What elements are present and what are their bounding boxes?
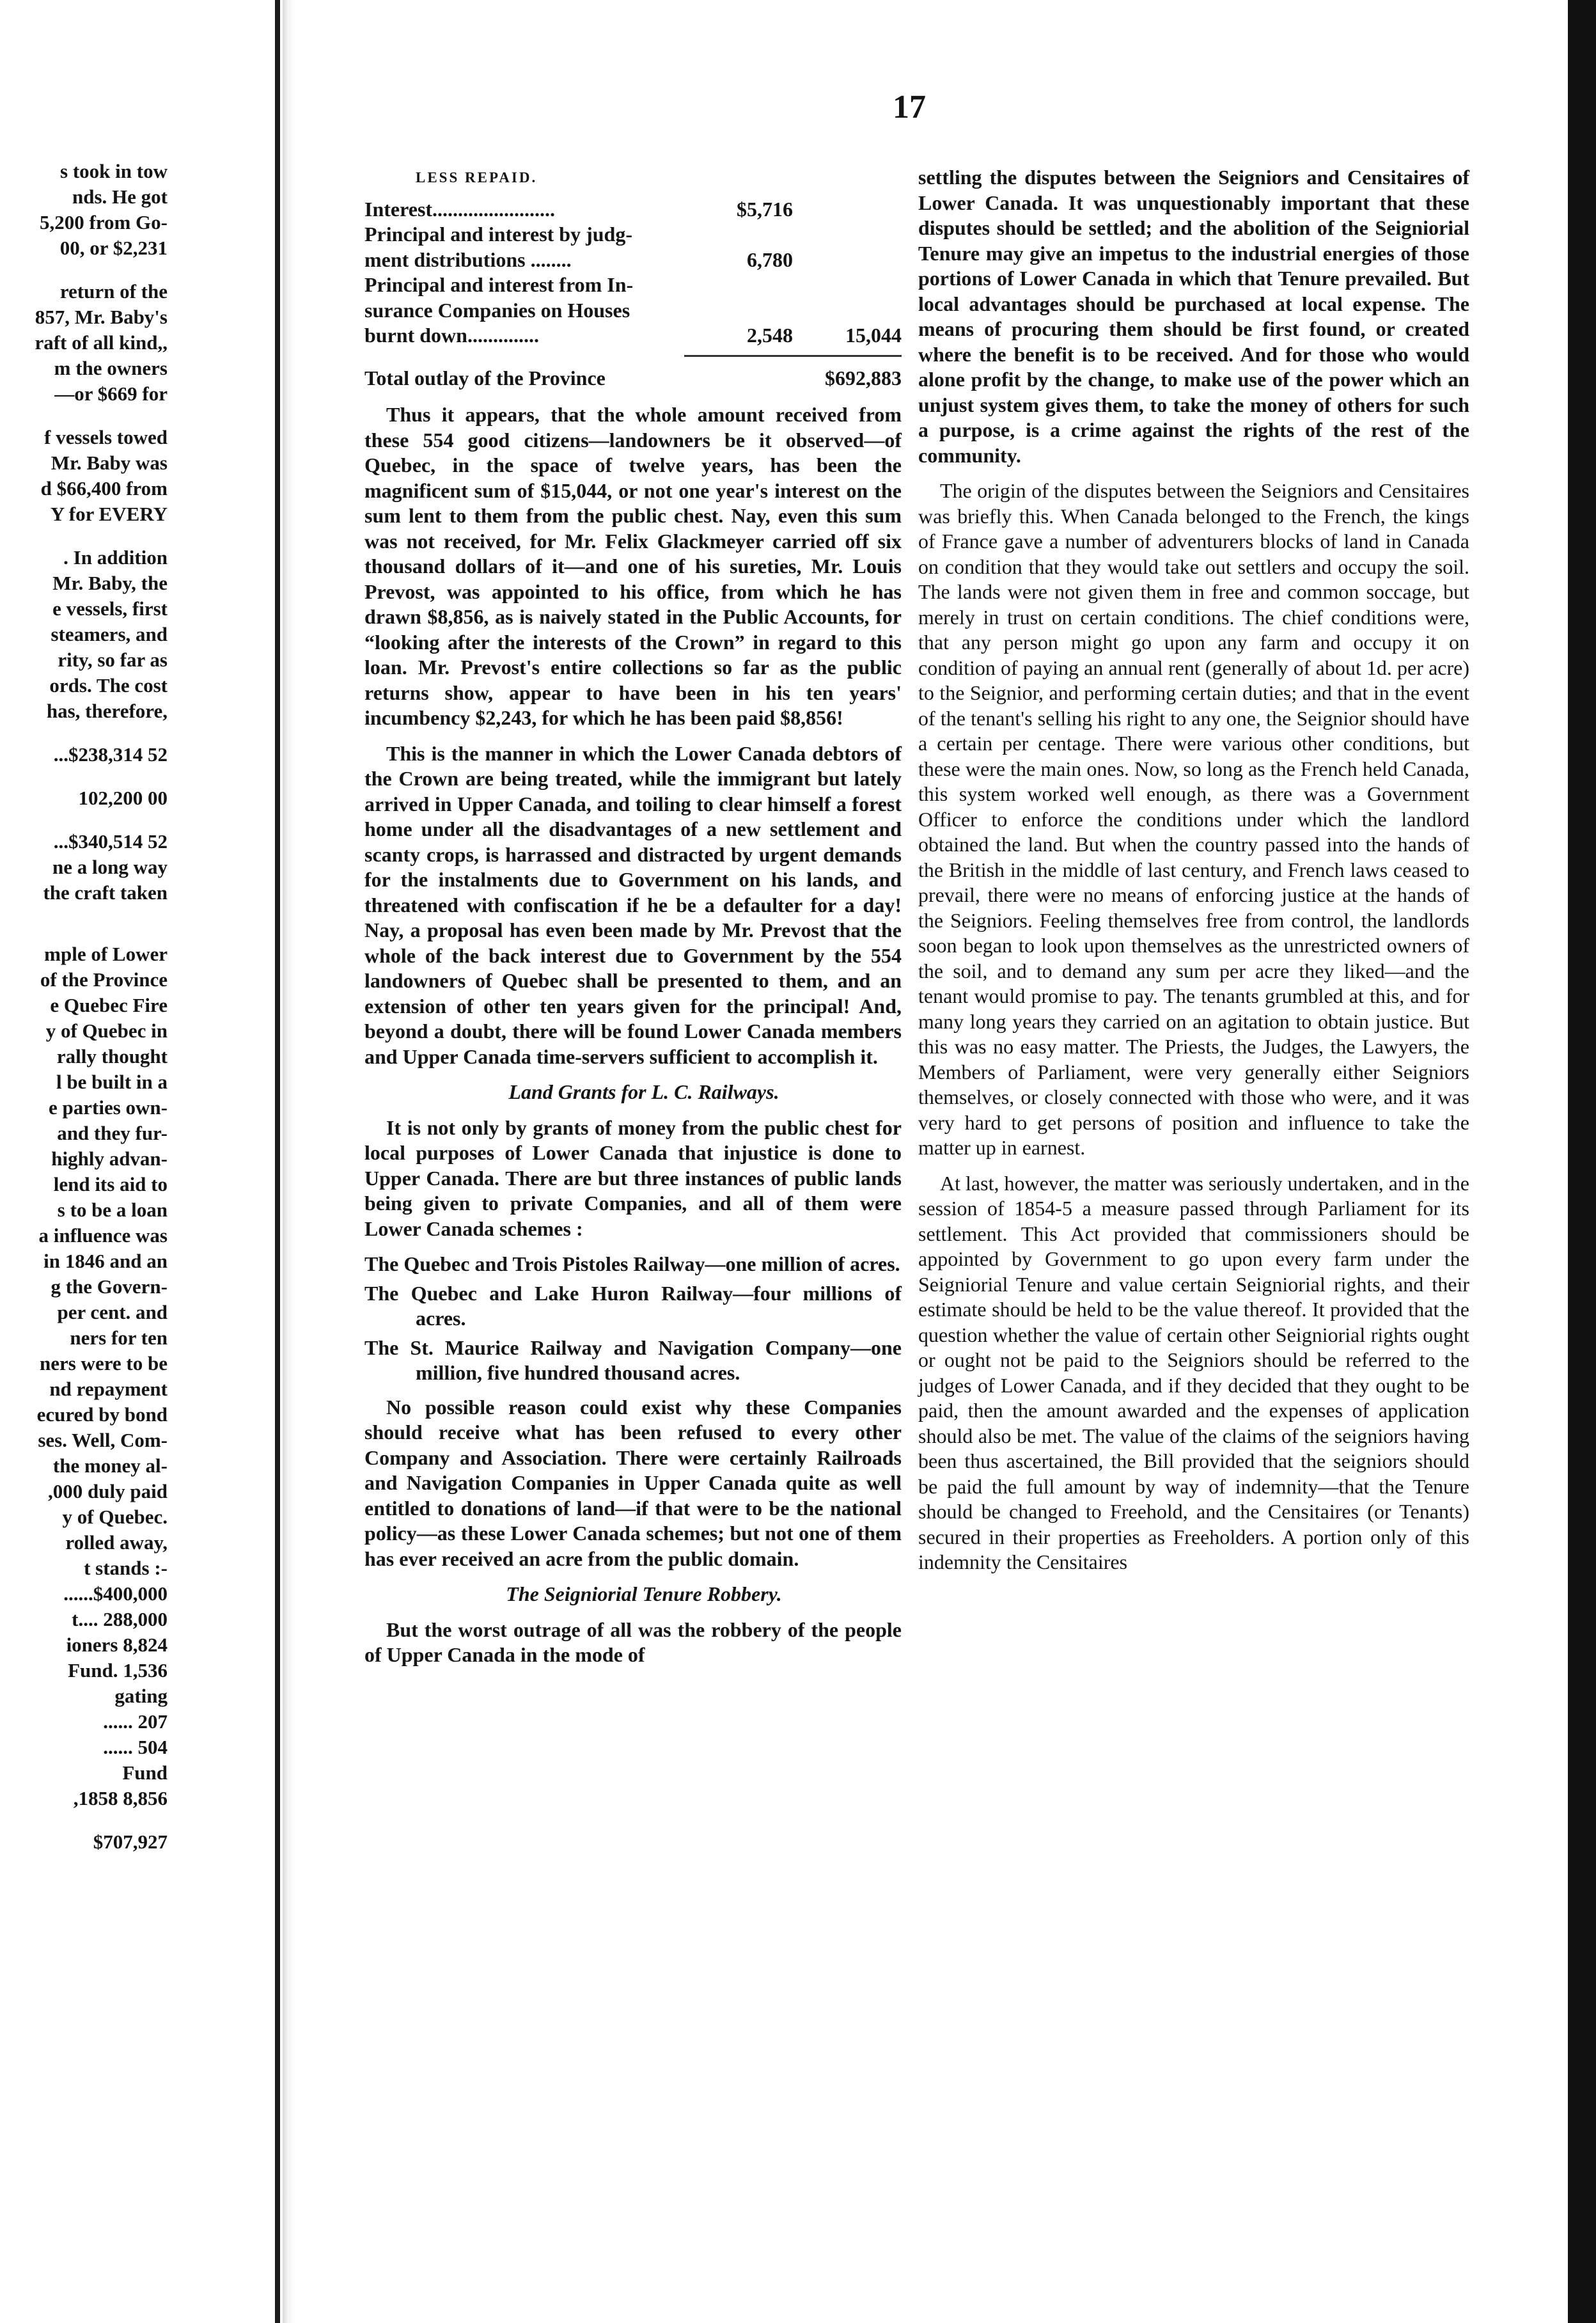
scan-border-left (275, 0, 280, 2323)
repaid-amount: 2,548 (747, 324, 793, 347)
fragment-line: ne a long way (52, 856, 168, 878)
fragment-line (0, 407, 168, 425)
fragment-line (0, 811, 168, 829)
fragment-line: ecured by bond (36, 1403, 168, 1426)
fragment-line: of the Province (40, 968, 168, 991)
fragment-line: the money al- (52, 1454, 168, 1477)
fragment-line: y of Quebec. (62, 1506, 168, 1528)
fragment-line: ners for ten (70, 1327, 168, 1349)
paragraph: No possible reason could exist why these Companies should receive what has been refused to every other Company and Association. There were certainly Railroads and Navigation Companies in Upper Canada quite as well entitled to donations of land—if that were to be the national policy—as these Lower Canada schemes; but not one of them has ever received an acre from the public domain. (364, 1395, 902, 1570)
repaid-label: ment distributions ........ (364, 248, 572, 271)
repaid-label: Principal and interest from In- (364, 273, 634, 296)
fragment-line: s took in tow (60, 160, 168, 182)
fragment-line: m the owners (54, 357, 168, 379)
fragment-line: Mr. Baby was (51, 452, 168, 474)
fragment-line: ...$340,514 52 (53, 830, 168, 853)
paragraph: This is the manner in which the Lower Canada debtors of the Crown are being treated, while the immigrant but lately arrived in Upper Canada, and toiling to clear himself a forest home under all the disadvantages of a new settlement and scanty crops, is harrassed and distracted by urgent demands for the instalments due to Government on his lands, and threatened with confiscation if he be a defaulter for a day! Nay, a proposal has even been made by Mr. Prevost that the whole of the back interest due to Government by the 554 landowners of Quebec shall be presented to them, and an extension of other ten years given for the principal! And, beyond a doubt, there will be found Lower Canada members and Upper Canada time-servers sufficient to accomplish it. (364, 741, 902, 1068)
column-right (918, 165, 1469, 1586)
fragment-line: per cent. and (57, 1301, 168, 1323)
fragment-line: Mr. Baby, the (52, 572, 168, 594)
fragment-line (0, 724, 168, 742)
fragment-line: 5,200 from Go- (39, 211, 168, 233)
fragment-line: ,1858 8,856 (73, 1787, 168, 1809)
fragment-line: ...... 207 (103, 1710, 168, 1733)
fragment-line: steamers, and (51, 623, 168, 645)
paragraph: The origin of the disputes between the Seigniors and Censitaires was briefly this. When Canada belonged to the French, the kings of France gave a number of adventurers blocks of land in Canada on condition that they would take out settlers and occupy the soil. The lands were not given them in free and common soccage, but merely in trust on certain conditions. The chief conditions were, that any person might go upon any farm and occupy it on condition of paying an annual rent (generally of about 1d. per acre) to the Seignior, and performing certain duties; and that in the event of the tenant's selling his right to any one, the Seignior should have a certain per centage. There were various other conditions, but these were the main ones. Now, so long as the French held Canada, this system worked well enough, as there was a Government Officer to enforce the conditions under which the landlord obtained the land. But when the country passed into the hands of the British in the middle of last century, and French laws ceased to prevail, there were no means of enforcing justice at the hands of the Seigniors. Feeling themselves free from control, the landlords soon began to look upon themselves as the unrestricted owners of the soil, and to demand any sum per acre they liked—and the tenant would promise to pay. The tenants grumbled at this, and for many long years they carried on an agitation to obtain justice. But this was no easy matter. The Priests, the Judges, the Lawyers, the Members of Parliament, were very generally either Seigniors themselves, or closely connected with those who were, and it was very hard to get persons of position and influence to take the matter up in earnest. (918, 479, 1469, 1159)
fragment-line: f vessels towed (44, 426, 168, 448)
grant-item: The Quebec and Trois Pistoles Railway—one million of acres. (364, 1252, 900, 1275)
repaid-row (364, 323, 902, 349)
fragment-line: t.... 288,000 (72, 1608, 168, 1630)
fragment-line: ,000 duly paid (48, 1480, 168, 1502)
fragment-line: rity, so far as (58, 649, 168, 671)
fragment-line: nd repayment (49, 1378, 168, 1400)
fragment-line: ners were to be (39, 1352, 168, 1374)
fragment-line: highly advan- (51, 1147, 168, 1170)
column-left (364, 165, 902, 1678)
fragment-line: raft of all kind,, (35, 331, 168, 354)
fragment-line: and they fur- (57, 1122, 168, 1144)
fragment-line: ords. The cost (49, 674, 168, 697)
total-row (364, 366, 902, 391)
page-number: 17 (893, 89, 926, 125)
fragment-line: e parties own- (49, 1096, 168, 1119)
fragment-line: ......$400,000 (63, 1582, 168, 1605)
fragment-line: ses. Well, Com- (38, 1429, 168, 1451)
fragment-line: nds. He got (72, 185, 168, 208)
fragment-line: the craft taken (43, 881, 168, 904)
fragment-line: a influence was (38, 1224, 168, 1247)
fragment-line (0, 906, 168, 924)
paragraph: It is not only by grants of money from the public chest for local purposes of Lower Canada that injustice is done to Upper Canada. There are but three instances of public lands being given to private Companies, and all of them were Lower Canada schemes : (364, 1115, 902, 1240)
fragment-line: Fund (122, 1761, 168, 1784)
fragment-line: $707,927 (93, 1831, 168, 1853)
fragment-line: g the Govern- (51, 1275, 168, 1298)
repaid-row (364, 272, 902, 298)
fragment-line: ...... 504 (103, 1736, 168, 1758)
fragment-line: e Quebec Fire (50, 994, 168, 1016)
fragment-line: 857, Mr. Baby's (35, 306, 168, 328)
repaid-label: Interest........................ (364, 197, 556, 221)
grants-list (364, 1252, 902, 1386)
repaid-label: burnt down.............. (364, 324, 539, 347)
total-label: Total outlay of the Province (364, 366, 606, 390)
fragment-line (0, 261, 168, 279)
repaid-row (364, 197, 902, 223)
grant-item: The St. Maurice Railway and Navigation Company—one million, five hundred thousand acres. (364, 1335, 902, 1384)
less-repaid-heading: LESS REPAID. (416, 169, 538, 185)
total-rule (684, 355, 902, 357)
fragment-line: 102,200 00 (78, 787, 168, 809)
fragment-line: return of the (59, 280, 168, 303)
fragment-line: . In addition (63, 546, 168, 569)
paragraph: Thus it appears, that the whole amount received from these 554 good citizens—landowners be it observed—of Quebec, in the space of twelve years, has been the magnificent sum of $15,044, or not one year's interest on the sum lent to them from the public chest. Nay, even this sum was not received, for Mr. Felix Glackmeyer carried off six thousand dollars of it—and one of his sureties, Mr. Louis Prevost, was appointed to his office, from which he has drawn $8,856, as is naively stated in the Public Accounts, for “looking after the interests of the Crown” in regard to this loan. Mr. Prevost's entire collections so far as the public returns show, appear to have been in his ten years' incumbency $2,243, for which he has been paid $8,856! (364, 403, 902, 729)
repaid-label: surance Companies on Houses (364, 298, 630, 322)
scan-border-right (1568, 0, 1596, 2323)
fragment-line: s to be a loan (57, 1199, 168, 1221)
fragment-line: gating (114, 1685, 168, 1707)
paragraph: At last, however, the matter was seriously undertaken, and in the session of 1854-5 a measure passed through Parliament for its settlement. This Act provided that commissioners should be appointed by Government to go upon every farm under the Seigniorial Tenure and value certain Seigniorial rights, and their estimate should be held to be the value thereof. It provided that the question whether the value of certain other Seigniorial rights ought or ought not be paid to the Seigniors should be referred to the judges of Lower Canada, and if they decided that they ought to be paid, then the amount awarded and the expenses of application should also be met. The value of the claims of the seigniors having been thus ascertained, the Bill provided that the seigniors should be paid the full amount by way of indemnity—that the Tenure should be changed to Freehold, and the Censitaires (or Tenants) secured in their properties as Freeholders. A portion only of this indemnity the Censitaires (918, 1171, 1469, 1573)
repaid-subtotal: 15,044 (845, 324, 902, 347)
repaid-row (364, 248, 902, 273)
fragment-line: y of Quebec in (45, 1020, 168, 1042)
total-value: $692,883 (825, 366, 902, 390)
repaid-row (364, 298, 902, 324)
fragment-line: has, therefore, (46, 700, 168, 722)
fragment-line (0, 768, 168, 785)
fragment-line: t stands :- (84, 1557, 168, 1579)
grant-item: The Quebec and Lake Huron Railway—four millions of acres. (364, 1281, 902, 1330)
fragment-line: l be built in a (56, 1071, 168, 1093)
fragment-line (0, 1811, 168, 1829)
fragment-line: ...$238,314 52 (53, 743, 168, 766)
repaid-table (364, 197, 902, 349)
fragment-line: —or $669 for (54, 382, 168, 405)
fragment-line: rally thought (56, 1045, 168, 1067)
fragment-line (0, 924, 168, 941)
fragment-line: mple of Lower (44, 943, 168, 965)
fragment-line: in 1846 and an (43, 1250, 168, 1272)
fragment-line: d $66,400 from (40, 477, 168, 500)
previous-page-fragment (0, 159, 168, 1855)
paragraph: But the worst outrage of all was the robbery of the people of Upper Canada in the mode of (364, 1618, 902, 1666)
fragment-line: 00, or $2,231 (59, 237, 168, 259)
fragment-line (0, 527, 168, 545)
fragment-line: Y for EVERY (50, 503, 168, 525)
fragment-line: lend its aid to (53, 1173, 168, 1195)
repaid-amount: $5,716 (737, 197, 793, 221)
section-heading: Land Grants for L. C. Railways. (508, 1080, 779, 1103)
fragment-line: Fund. 1,536 (68, 1659, 168, 1681)
paragraph: settling the disputes between the Seigniors and Censitaires of Lower Canada. It was unquestionably important that these disputes should be settled; and the abolition of the Seigniorial Tenure may give an impetus to the industrial energies of those portions of Lower Canada in which that Tenure prevailed. But local advantages should be purchased at local expense. The means of procuring them should be first found, or created where the benefit is to be received. And for those who would alone profit by the change, to make use of the power which an unjust system gives them, to take the money of others for such a purpose, is a crime against the rights of the rest of the community. (918, 166, 1469, 467)
fragment-line: rolled away, (65, 1531, 168, 1554)
page-gutter (283, 0, 295, 2323)
section-heading: The Seigniorial Tenure Robbery. (506, 1582, 782, 1605)
repaid-amount: 6,780 (747, 248, 793, 271)
repaid-row (364, 222, 902, 248)
fragment-line: ioners 8,824 (66, 1634, 168, 1656)
fragment-line: e vessels, first (52, 597, 168, 620)
repaid-label: Principal and interest by judg- (364, 223, 632, 246)
